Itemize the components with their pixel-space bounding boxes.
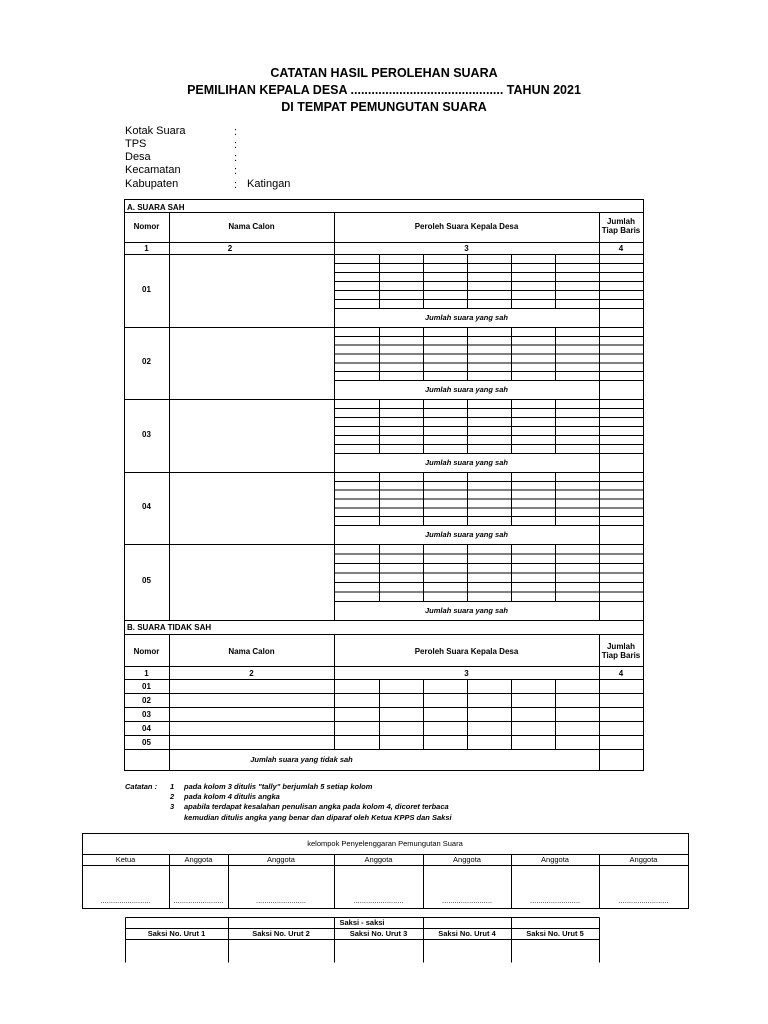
info-colon: :	[234, 165, 238, 177]
invalid-row-number: 05	[142, 738, 151, 747]
kpps-role-header: Anggota	[453, 855, 481, 864]
col-number-4: 4	[618, 244, 624, 253]
col-jumlah-header-b: Jumlah Tiap Baris	[601, 642, 641, 661]
subtotal-valid-label: Jumlah suara yang sah	[425, 458, 508, 467]
col-nama-calon-header: Nama Calon	[228, 222, 275, 231]
signature-line[interactable]: ........................	[441, 896, 492, 905]
info-value-kabupaten[interactable]: Katingan	[247, 178, 291, 190]
invalid-row-number: 04	[142, 724, 151, 733]
signature-line[interactable]: ........................	[529, 896, 580, 905]
signature-line[interactable]: ........................	[255, 896, 306, 905]
subtotal-valid-label: Jumlah suara yang sah	[425, 313, 508, 322]
col-number-1-b: 1	[144, 669, 149, 678]
kpps-title: kelompok Penyelenggaran Pemungutan Suara	[307, 839, 463, 848]
col-number-2: 2	[227, 244, 233, 253]
note-text: kemudian ditulis angka yang benar dan diparaf oleh Ketua KPPS dan Saksi	[184, 813, 452, 822]
saksi-column-header: Saksi No. Urut 2	[252, 929, 310, 938]
info-colon: :	[234, 152, 238, 164]
col-nama-calon-header-b: Nama Calon	[228, 647, 275, 656]
info-colon: :	[234, 179, 238, 191]
info-label-desa: Desa	[125, 151, 151, 163]
info-colon: :	[234, 139, 238, 151]
col-number-1: 1	[144, 244, 149, 253]
signature-line[interactable]: ........................	[618, 896, 669, 905]
col-perolehan-header-b: Peroleh Suara Kepala Desa	[414, 647, 519, 656]
kpps-role-header: Anggota	[184, 855, 213, 864]
notes-prefix: Catatan :	[125, 782, 158, 791]
saksi-column-header: Saksi No. Urut 1	[147, 929, 206, 938]
candidate-number: 04	[142, 502, 151, 511]
note-text: apabila terdapat kesalahan penulisan angka pada kolom 4, dicoret terbaca	[184, 802, 449, 811]
invalid-row-number: 02	[142, 696, 151, 705]
info-label-kotak-suara: Kotak Suara	[125, 125, 186, 137]
saksi-column-header: Saksi No. Urut 5	[526, 929, 584, 938]
kpps-role-header: Anggota	[364, 855, 393, 864]
info-label-kabupaten: Kabupaten	[125, 178, 179, 190]
candidate-number: 01	[142, 284, 151, 294]
candidate-number: 05	[142, 576, 151, 585]
note-number: 2	[170, 792, 175, 801]
col-number-3-b: 3	[464, 669, 469, 678]
kpps-role-header: Ketua	[115, 855, 136, 864]
col-nomor-header-b: Nomor	[133, 647, 160, 656]
col-jumlah-header: Jumlah Tiap Baris	[601, 217, 641, 236]
section-a-title: A. SUARA SAH	[127, 203, 185, 212]
invalid-row-number: 03	[142, 710, 151, 719]
info-label-kecamatan: Kecamatan	[125, 164, 181, 176]
kpps-role-header: Anggota	[629, 855, 658, 864]
invalid-total-label: Jumlah suara yang tidak sah	[250, 755, 353, 764]
col-nomor-header: Nomor	[133, 222, 160, 231]
signature-line[interactable]: ........................	[173, 896, 224, 905]
grid-border	[125, 200, 644, 771]
saksi-column-header: Saksi No. Urut 3	[349, 929, 408, 938]
note-number: 3	[170, 802, 175, 811]
form-title-line3: DI TEMPAT PEMUNGUTAN SUARA	[281, 100, 487, 114]
note-text: pada kolom 4 ditulis angka	[184, 792, 280, 801]
info-label-tps: TPS	[125, 138, 147, 150]
signature-line[interactable]: ........................	[100, 896, 151, 905]
col-number-2-b: 2	[249, 669, 254, 678]
info-colon: :	[234, 126, 238, 138]
subtotal-valid-label: Jumlah suara yang sah	[425, 606, 508, 615]
subtotal-valid-label: Jumlah suara yang sah	[425, 385, 508, 394]
candidate-number: 03	[142, 429, 151, 439]
col-number-4-b: 4	[618, 669, 624, 678]
form-title-line1: CATATAN HASIL PEROLEHAN SUARA	[270, 66, 498, 80]
candidate-number: 02	[142, 357, 151, 366]
invalid-row-number: 01	[142, 682, 151, 691]
signature-line[interactable]: ........................	[353, 896, 404, 905]
col-number-3: 3	[464, 244, 469, 253]
kpps-role-header: Anggota	[541, 855, 569, 864]
form-title-line2: PEMILIHAN KEPALA DESA ............................................ TAHUN 2021	[187, 83, 581, 97]
section-b-title: B. SUARA TIDAK SAH	[127, 623, 212, 632]
note-text: pada kolom 3 ditulis "tally" berjumlah 5 setiap kolom	[184, 782, 373, 791]
saksi-column-header: Saksi No. Urut 4	[438, 929, 496, 938]
subtotal-valid-label: Jumlah suara yang sah	[425, 530, 508, 539]
note-number: 1	[170, 782, 175, 791]
saksi-title: Saksi - saksi	[339, 918, 385, 927]
col-perolehan-header: Peroleh Suara Kepala Desa	[414, 222, 519, 231]
kpps-role-header: Anggota	[267, 855, 295, 864]
